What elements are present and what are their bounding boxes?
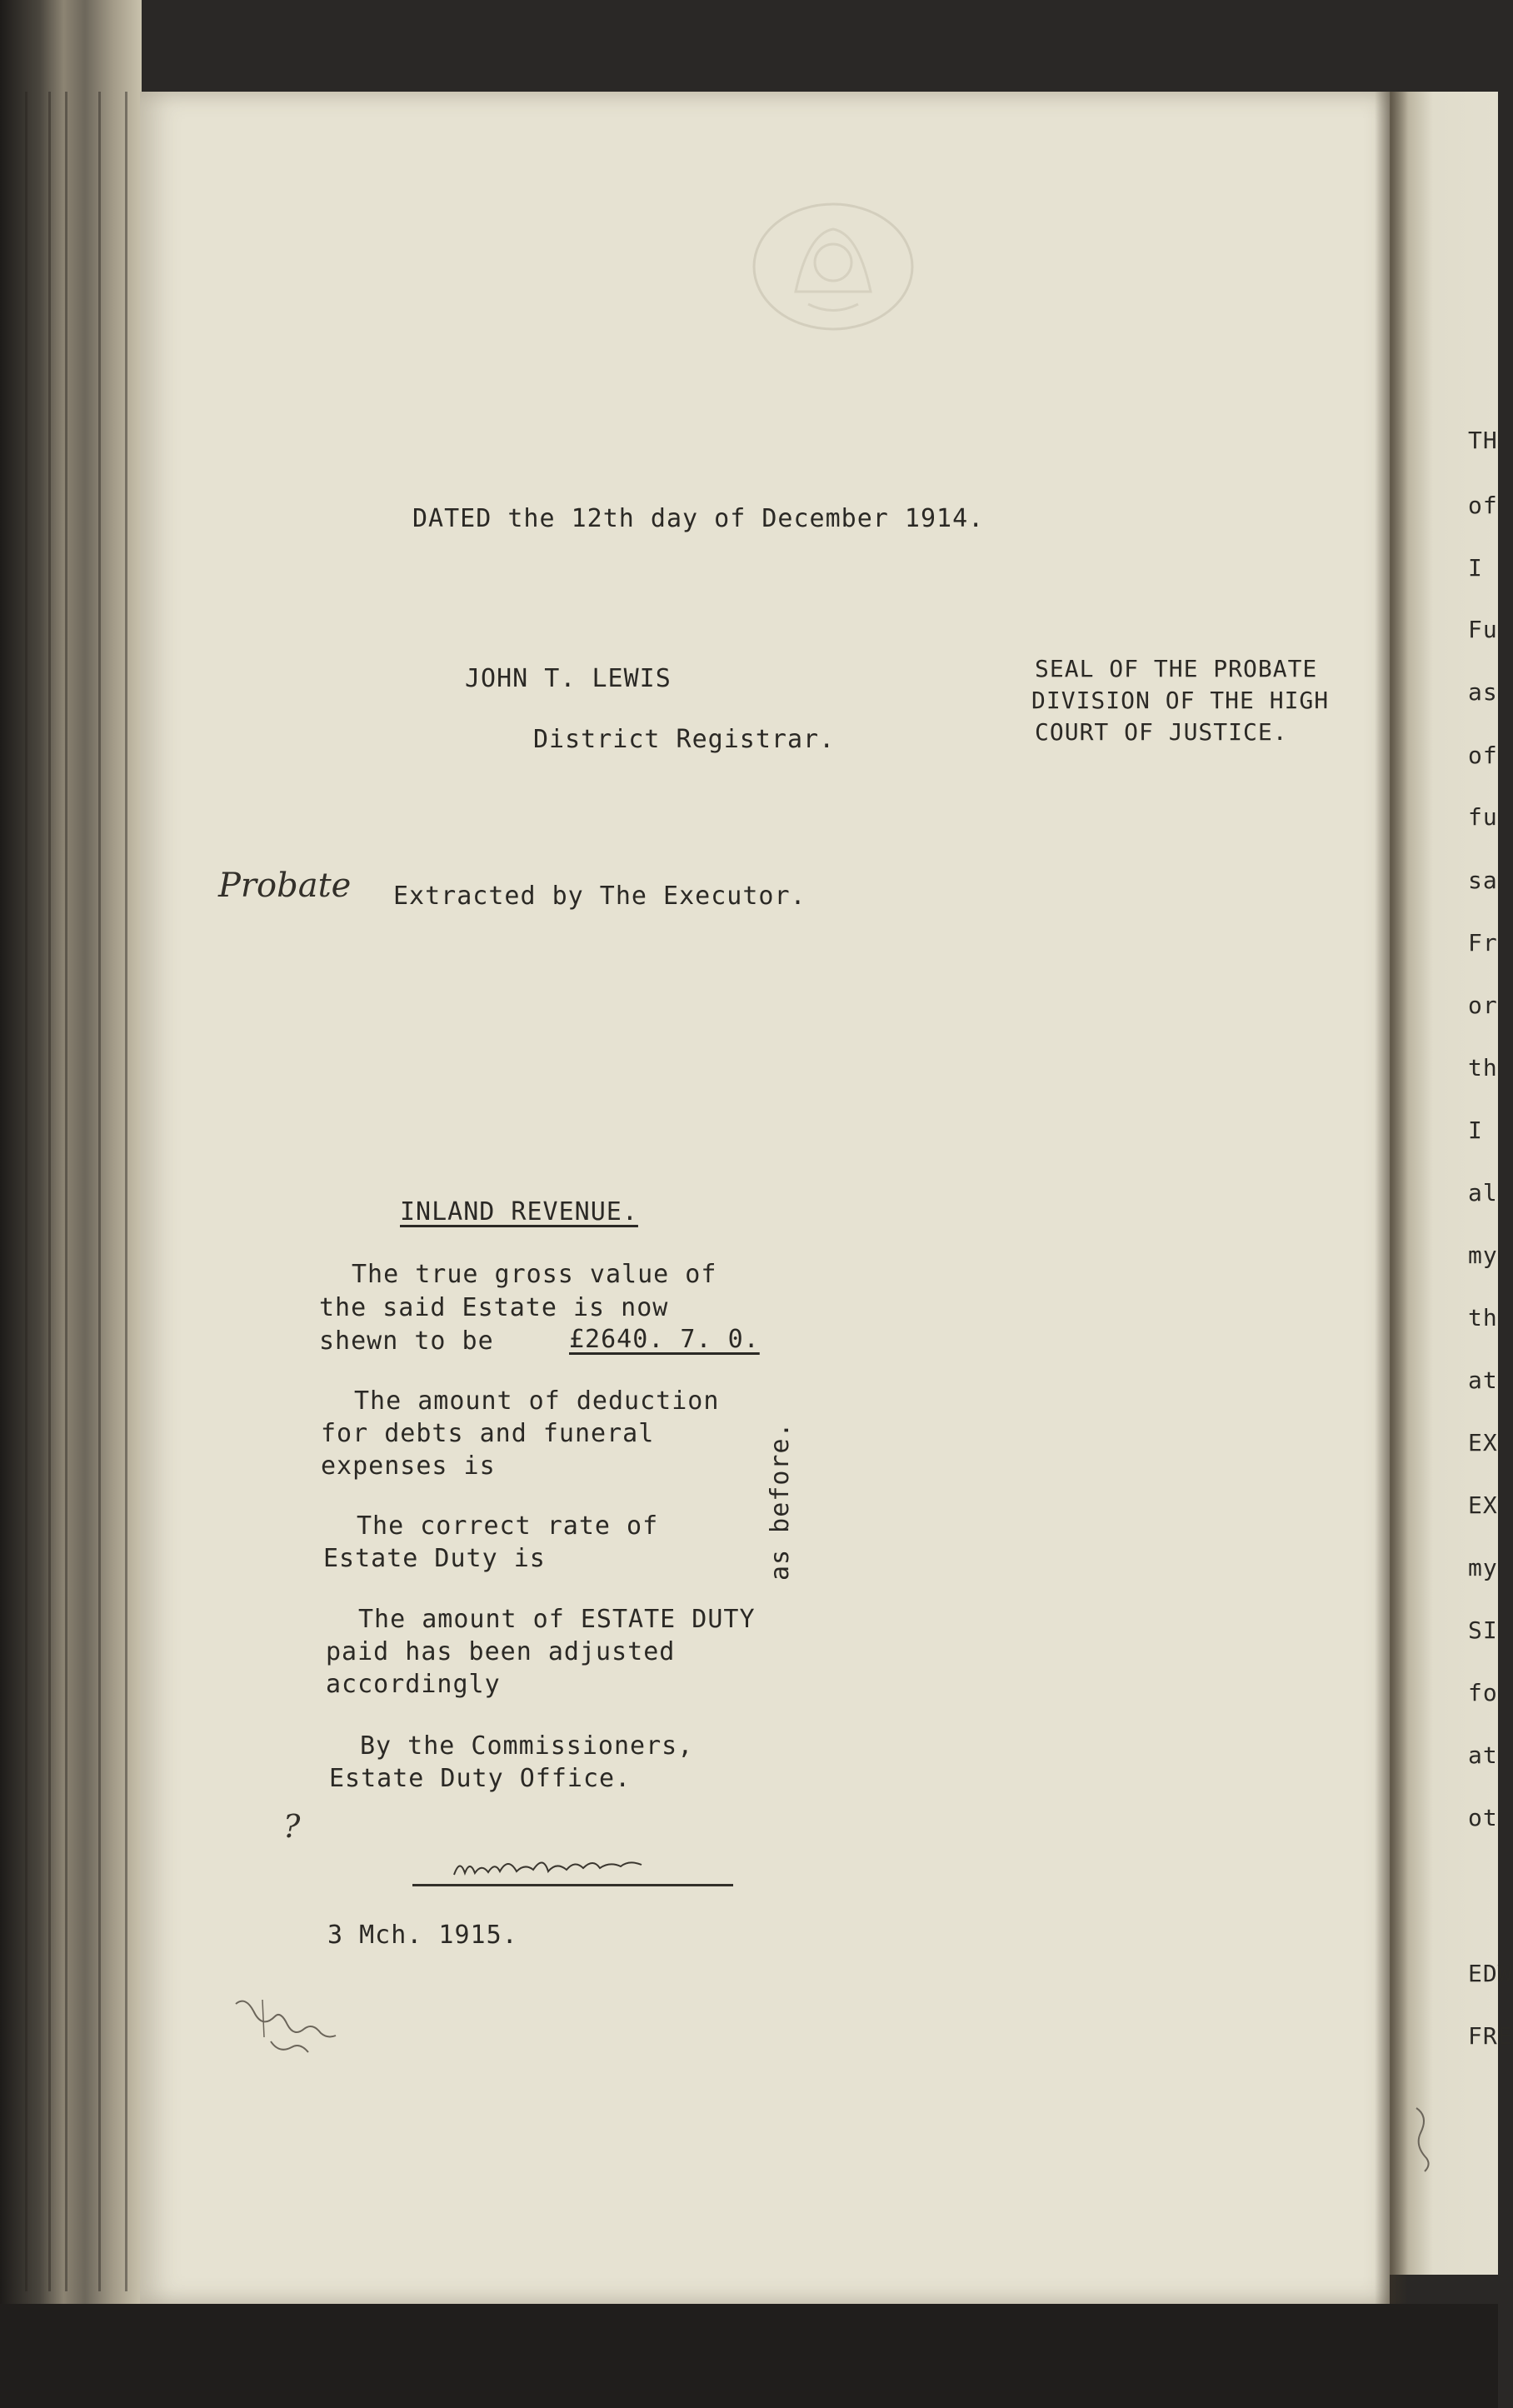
rate-line: The correct rate of: [357, 1511, 659, 1541]
commissioners-line: By the Commissioners,: [360, 1731, 694, 1761]
facing-page-fragment: ot: [1468, 1804, 1498, 1831]
rate-line: Estate Duty is: [323, 1544, 546, 1573]
facing-page-fragment: of: [1468, 492, 1498, 519]
facing-page-fragment: my: [1468, 1554, 1498, 1581]
as-before-vertical-note: as before.: [766, 1421, 795, 1581]
duty-line: paid has been adjusted: [326, 1637, 676, 1666]
facing-page-fragment: I: [1468, 554, 1483, 582]
page-stack-line: [25, 92, 27, 2291]
page-stack-line: [125, 92, 127, 2291]
gross-value-line: The true gross value of: [352, 1260, 717, 1289]
gross-value-line: shewn to be: [319, 1326, 494, 1356]
facing-page-fragment: sa: [1468, 867, 1498, 894]
facing-page-fragment: fo: [1468, 1679, 1498, 1706]
signature-line: [412, 1884, 733, 1886]
facing-page-fragment: at: [1468, 1366, 1498, 1394]
page-stack-line: [98, 92, 101, 2291]
facing-page-fragment: or: [1468, 992, 1498, 1019]
commissioners-line: Estate Duty Office.: [329, 1764, 632, 1793]
duty-line: The amount of ESTATE DUTY: [358, 1605, 756, 1634]
handwritten-signature: [450, 1851, 650, 1885]
facing-page-fragment: th: [1468, 1304, 1498, 1331]
facing-page-fragment: of: [1468, 742, 1498, 769]
extracted-by-line: Extracted by The Executor.: [393, 882, 806, 911]
facing-page-fragment: EX: [1468, 1491, 1498, 1519]
document-page: [140, 92, 1390, 2304]
deduction-line: for debts and funeral: [321, 1419, 655, 1448]
facing-page-fragment: TH: [1468, 427, 1498, 454]
book-binding-edge: [0, 0, 142, 2408]
background-bottom: [0, 2304, 1498, 2408]
revenue-date: 3 Mch. 1915.: [327, 1921, 518, 1950]
page-stack-line: [65, 92, 67, 2291]
seal-note-line: COURT OF JUSTICE.: [1035, 718, 1288, 746]
page-gutter-shadow: [1375, 92, 1408, 2304]
facing-page-fragment: SI: [1468, 1616, 1498, 1644]
gross-value-line: the said Estate is now: [319, 1293, 669, 1322]
registrar-title: District Registrar.: [533, 725, 836, 754]
facing-page-fragment: Fr: [1468, 929, 1498, 957]
handwritten-question-mark: ?: [283, 1808, 301, 1845]
facing-page-fragment: al: [1468, 1179, 1498, 1206]
facing-page-fragment: EDW: [1468, 1960, 1513, 1987]
facing-page-fragment: th: [1468, 1054, 1498, 1082]
pencil-scribble-mark: [229, 1987, 342, 2071]
facing-page-fragment: Fu: [1468, 616, 1498, 643]
registrar-name: JOHN T. LEWIS: [465, 664, 672, 693]
facing-page-fragment: at: [1468, 1741, 1498, 1769]
handwritten-probate-label: Probate: [218, 867, 352, 905]
embossed-seal-icon: [750, 200, 916, 333]
page-stack-line: [48, 92, 51, 2291]
gross-value-amount: £2640. 7. 0.: [569, 1325, 760, 1354]
seal-note-line: DIVISION OF THE HIGH: [1031, 687, 1330, 714]
facing-page-fragment: as: [1468, 678, 1498, 706]
deduction-line: expenses is: [321, 1451, 496, 1481]
duty-line: accordingly: [326, 1670, 501, 1699]
deduction-line: The amount of deduction: [354, 1386, 720, 1416]
inland-revenue-heading: INLAND REVENUE.: [400, 1197, 638, 1226]
seal-note-line: SEAL OF THE PROBATE: [1035, 655, 1318, 682]
facing-page-fragment: EX: [1468, 1429, 1498, 1456]
facing-page-fragment: my: [1468, 1241, 1498, 1269]
facing-page-fragment: fu: [1468, 803, 1498, 831]
facing-page-fragment: FRE: [1468, 2022, 1513, 2050]
facing-page-fragment: I: [1468, 1117, 1483, 1144]
dated-line: DATED the 12th day of December 1914.: [412, 504, 985, 533]
pencil-mark-facing-page: [1408, 2100, 1441, 2175]
